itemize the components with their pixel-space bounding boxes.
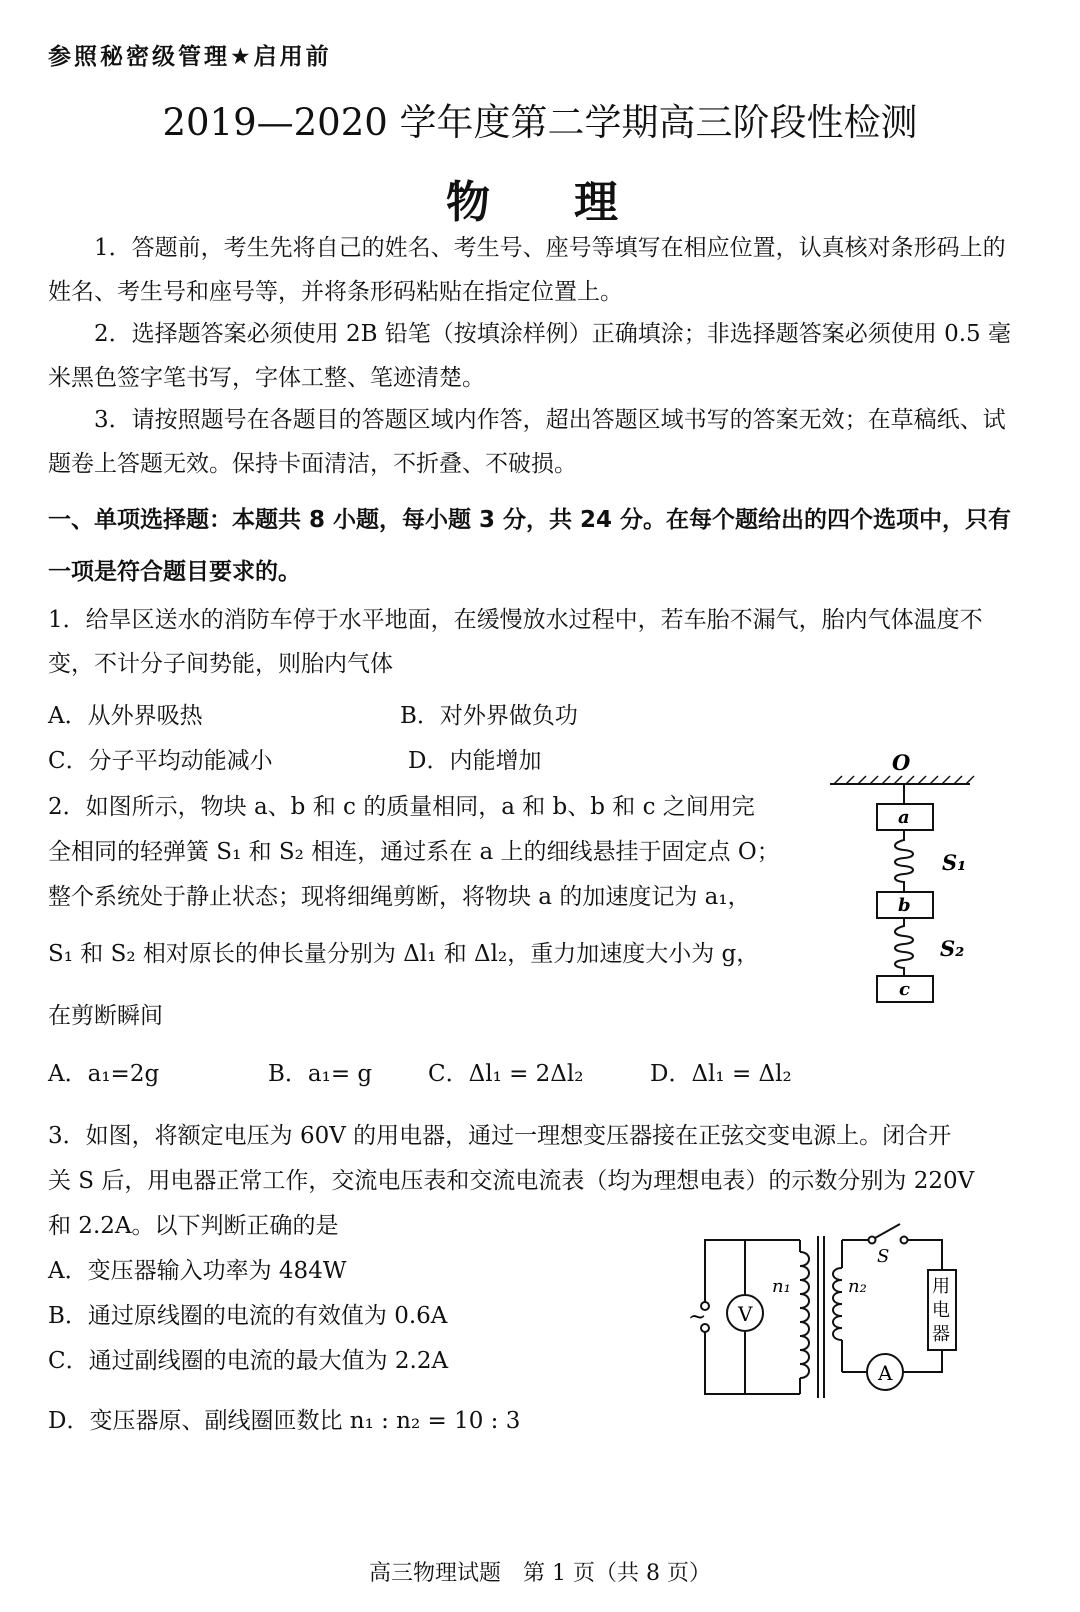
q3-option-d: D．变压器原、副线圈匝数比 n₁ : n₂ = 10 : 3 bbox=[48, 1408, 521, 1434]
q2-option-a: A．a₁=2g bbox=[48, 1061, 160, 1087]
svg-text:V: V bbox=[738, 1302, 753, 1326]
svg-text:c: c bbox=[899, 979, 910, 1000]
ac-source-icon: ~ bbox=[688, 1305, 707, 1330]
svg-text:A: A bbox=[878, 1361, 893, 1385]
switch-s bbox=[869, 1237, 876, 1244]
svg-text:S₂: S₂ bbox=[940, 936, 965, 961]
q3-option-c: C．通过副线圈的电流的最大值为 2.2A bbox=[48, 1348, 449, 1374]
svg-text:电: 电 bbox=[932, 1300, 950, 1321]
q2-stem-line-1: 2．如图所示，物块 a、b 和 c 的质量相同，a 和 b、b 和 c 之间用完 bbox=[48, 794, 755, 820]
svg-text:a: a bbox=[898, 807, 910, 828]
q2-stem-line-3: 整个系统处于静止状态；现将细绳剪断，将物块 a 的加速度记为 a₁， bbox=[48, 884, 751, 910]
q3-stem-line-1: 3．如图，将额定电压为 60V 的用电器，通过一理想变压器接在正弦交变电源上。闭合开 bbox=[48, 1123, 952, 1149]
spring-mass-figure bbox=[820, 748, 1000, 1018]
spring-s1 bbox=[895, 830, 913, 892]
svg-text:S₁: S₁ bbox=[942, 850, 967, 875]
q2-stem-line-4: S₁ 和 S₂ 相对原长的伸长量分别为 Δl₁ 和 Δl₂，重力加速度大小为 g， bbox=[48, 941, 760, 967]
svg-text:用: 用 bbox=[932, 1276, 950, 1297]
exam-title: 2019—2020 学年度第二学期高三阶段性检测 bbox=[162, 101, 918, 144]
svg-text:S: S bbox=[877, 1246, 890, 1267]
transformer-circuit-figure bbox=[680, 1222, 960, 1412]
q1-stem: 1．给旱区送水的消防车停于水平地面，在缓慢放水过程中，若车胎不漏气，胎内气体温度不变，不计分子间势能，则胎内气体 bbox=[48, 607, 983, 677]
q2-stem-line-2: 全相同的轻弹簧 S₁ 和 S₂ 相连，通过系在 a 上的细线悬挂于固定点 O； bbox=[48, 839, 780, 865]
secret-label: 参照秘密级管理★启用前 bbox=[48, 44, 332, 70]
svg-text:器: 器 bbox=[932, 1324, 950, 1345]
q1-option-c: C．分子平均动能减小 bbox=[48, 748, 273, 774]
q2-option-c: C．Δl₁ = 2Δl₂ bbox=[428, 1061, 584, 1087]
q3-stem-line-2: 关 S 后，用电器正常工作，交流电压表和交流电流表（均为理想电表）的示数分别为 220V bbox=[48, 1168, 975, 1194]
svg-text:b: b bbox=[898, 895, 911, 916]
svg-text:n₁: n₁ bbox=[772, 1276, 791, 1297]
page-footer: 高三物理试题 第 1 页（共 8 页） bbox=[369, 1561, 711, 1586]
label-o: O bbox=[892, 750, 911, 775]
primary-coil bbox=[800, 1252, 809, 1378]
q3-stem-line-3: 和 2.2A。以下判断正确的是 bbox=[48, 1213, 339, 1239]
q1-option-a: A．从外界吸热 bbox=[48, 703, 203, 729]
spring-s2 bbox=[895, 918, 913, 976]
q1-option-b: B．对外界做负功 bbox=[400, 703, 578, 729]
svg-text:n₂: n₂ bbox=[848, 1276, 867, 1297]
q2-stem-line-5: 在剪断瞬间 bbox=[48, 1003, 163, 1029]
q1-option-d: D．内能增加 bbox=[408, 748, 542, 774]
subject-title: 物理 bbox=[446, 177, 702, 228]
q3-option-a: A．变压器输入功率为 484W bbox=[48, 1258, 347, 1284]
secondary-coil bbox=[833, 1268, 842, 1340]
q2-option-d: D．Δl₁ = Δl₂ bbox=[650, 1061, 792, 1087]
instruction-2: 2．选择题答案必须使用 2B 铅笔（按填涂样例）正确填涂；非选择题答案必须使用 0.5 毫米黑色签字笔书写，字体工整、笔迹清楚。 bbox=[48, 321, 1011, 391]
instruction-1: 1．答题前，考生先将自己的姓名、考生号、座号等填写在相应位置，认真核对条形码上的姓名、考生号和座号等，并将条形码粘贴在指定位置上。 bbox=[48, 235, 1006, 305]
q2-option-b: B．a₁= g bbox=[268, 1061, 373, 1087]
section-heading: 一、单项选择题：本题共 8 小题，每小题 3 分，共 24 分。在每个题给出的四个选项中，只有一项是符合题目要求的。 bbox=[48, 507, 1012, 585]
q3-option-b: B．通过原线圈的电流的有效值为 0.6A bbox=[48, 1303, 448, 1329]
instruction-3: 3．请按照题号在各题目的答题区域内作答，超出答题区域书写的答案无效；在草稿纸、试题卷上答题无效。保持卡面清洁，不折叠、不破损。 bbox=[48, 407, 1006, 477]
